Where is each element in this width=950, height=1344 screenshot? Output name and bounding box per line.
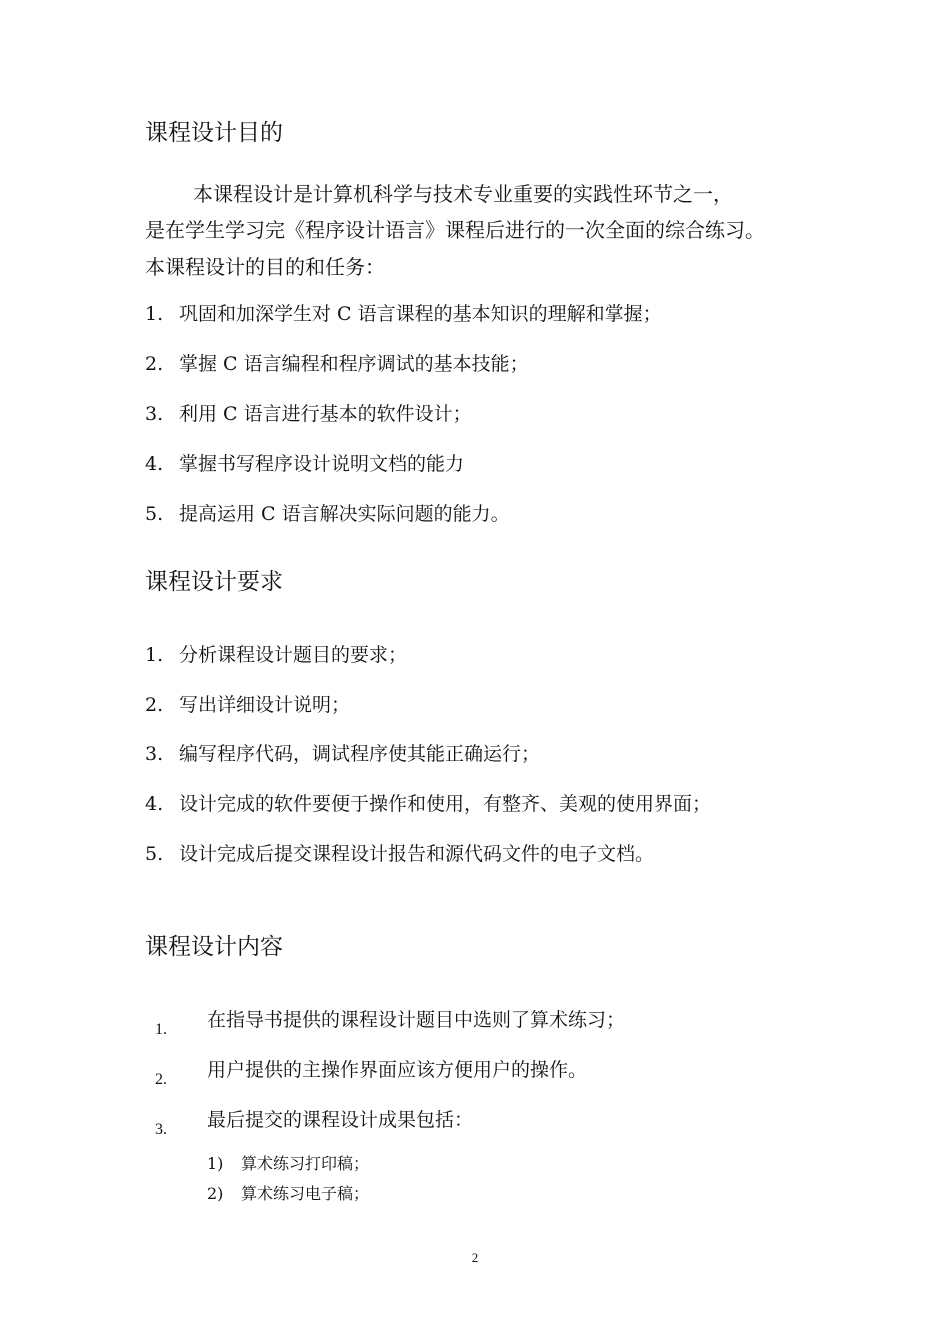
list-number: 3. [145, 403, 164, 425]
list-item [145, 642, 407, 668]
sub-list-item [207, 1183, 369, 1205]
sub-list-text: 算术练习打印稿； [241, 1154, 370, 1173]
list-item [145, 501, 510, 527]
list-number: 3. [145, 743, 164, 765]
list-text: 用户提供的主操作界面应该方便用户的操作。 [207, 1059, 588, 1081]
list-number: 5. [145, 843, 164, 865]
list-item [145, 401, 472, 427]
sub-list-text: 算术练习电子稿； [241, 1184, 370, 1203]
paragraph-line: 本课程设计的目的和任务： [145, 255, 385, 279]
sub-list-item [207, 1153, 369, 1175]
list-item [145, 301, 662, 327]
section-heading-purpose: 课程设计目的 [145, 120, 283, 146]
list-item [145, 351, 529, 377]
list-item [145, 791, 711, 817]
list-number: 2. [145, 353, 164, 375]
list-text: 利用 C 语言进行基本的软件设计； [179, 403, 472, 425]
list-item [145, 841, 654, 867]
list-number: 5. [145, 503, 164, 525]
list-text: 分析课程设计题目的要求； [179, 644, 408, 666]
list-number: 1. [155, 1021, 167, 1038]
list-number: 1. [145, 644, 164, 666]
list-number: 4. [145, 793, 164, 815]
list-text: 最后提交的课程设计成果包括： [207, 1109, 474, 1131]
list-text: 编写程序代码，调试程序使其能正确运行； [179, 743, 541, 765]
list-item [145, 692, 350, 718]
list-text: 设计完成的软件要便于操作和使用，有整齐、美观的使用界面； [179, 793, 712, 815]
list-item [145, 741, 540, 767]
paragraph-line: 本课程设计是计算机科学与技术专业重要的实践性环节之一， [193, 182, 733, 206]
list-number: 1. [145, 303, 164, 325]
sub-list-number: 1) [207, 1154, 224, 1173]
list-text: 掌握 C 语言编程和程序调试的基本技能； [179, 353, 529, 375]
list-item [155, 1107, 473, 1143]
list-text: 写出详细设计说明； [179, 694, 351, 716]
page-number: 2 [471, 1250, 479, 1265]
section-heading-requirements: 课程设计要求 [145, 569, 283, 595]
list-number: 2. [155, 1071, 167, 1088]
list-text: 设计完成后提交课程设计报告和源代码文件的电子文档。 [179, 843, 655, 865]
sub-list-number: 2) [207, 1184, 224, 1203]
paragraph-line: 是在学生学习完《程序设计语言》课程后进行的一次全面的综合练习。 [145, 218, 765, 242]
list-item [145, 451, 464, 477]
list-number: 2. [145, 694, 164, 716]
list-number: 4. [145, 453, 164, 475]
list-text: 掌握书写程序设计说明文档的能力 [179, 453, 465, 475]
list-item [155, 1057, 587, 1093]
section-heading-content: 课程设计内容 [145, 934, 283, 960]
list-text: 在指导书提供的课程设计题目中选则了算术练习； [207, 1009, 626, 1031]
list-item [155, 1007, 625, 1043]
list-text: 提高运用 C 语言解决实际问题的能力。 [179, 503, 510, 525]
list-text: 巩固和加深学生对 C 语言课程的基本知识的理解和掌握； [179, 303, 662, 325]
list-number: 3. [155, 1121, 167, 1138]
